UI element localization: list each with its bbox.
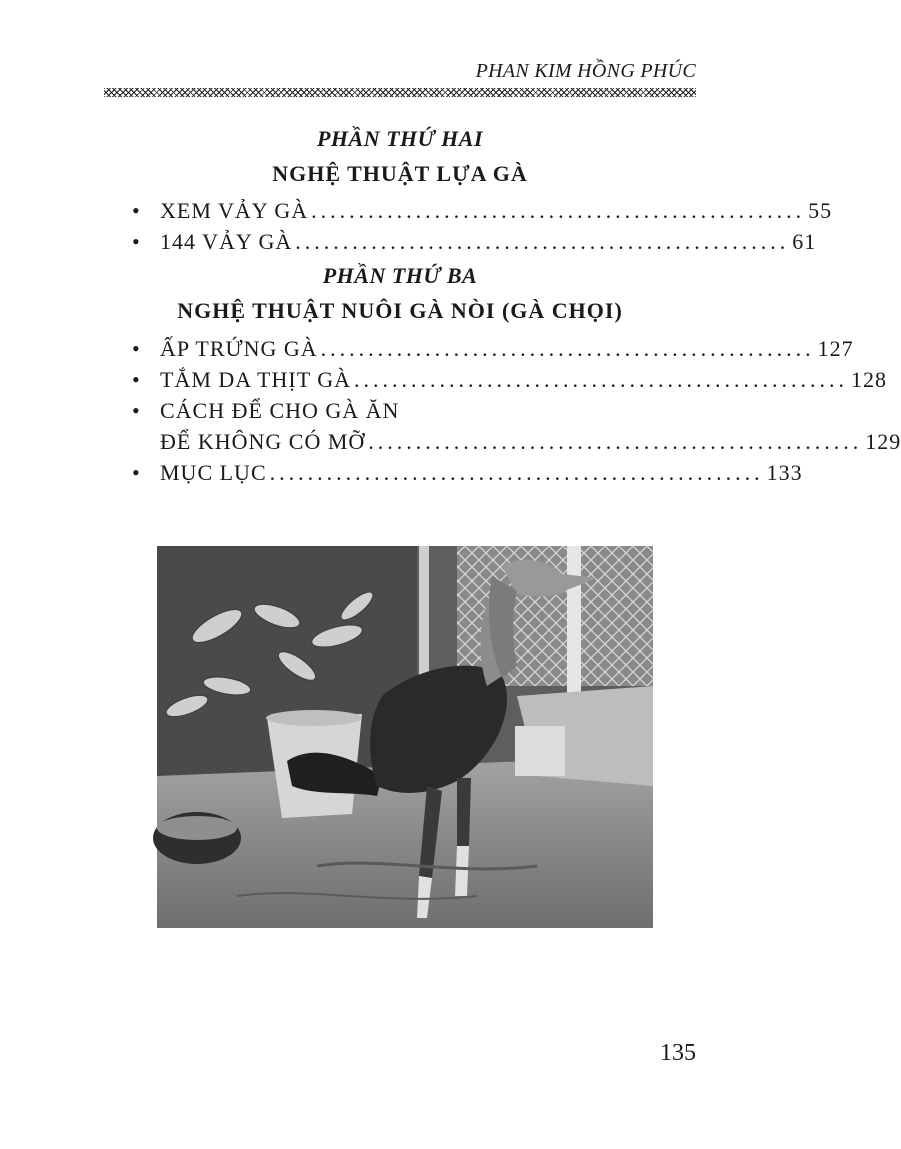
bullet: • (132, 398, 141, 423)
toc-entry-label: ẤP TRỨNG GÀ (160, 336, 318, 361)
toc-entry (132, 195, 833, 226)
toc-entry-label-line1: CÁCH ĐỂ CHO GÀ ĂN (160, 398, 400, 423)
toc-part-three (132, 333, 901, 488)
toc-entry-page: 127 (817, 336, 854, 361)
bullet: • (132, 229, 141, 254)
page-number: 135 (660, 1040, 696, 1066)
toc-entry-label: TẮM DA THỊT GÀ (160, 367, 352, 392)
toc-entry-page: 129 (865, 429, 901, 454)
bullet: • (132, 336, 141, 361)
toc-entry-page: 55 (808, 198, 833, 223)
toc-entry (132, 395, 901, 457)
bullet: • (132, 367, 141, 392)
part-three-heading: NGHỆ THUẬT NUÔI GÀ NÒI (GÀ CHỌI) (177, 298, 623, 323)
toc-entry-page: 61 (792, 229, 817, 254)
running-head: PHAN KIM HỒNG PHÚC (475, 60, 696, 82)
dot-leader: .................................................... (368, 429, 863, 454)
dot-leader: .................................................... (269, 460, 764, 485)
toc-entry (132, 226, 817, 257)
dot-leader: .................................................... (354, 367, 849, 392)
decorative-rule (104, 88, 696, 97)
bullet: • (132, 198, 141, 223)
toc-entry-page: 128 (851, 367, 888, 392)
bullet: • (132, 460, 141, 485)
dot-leader: .................................................... (311, 198, 806, 223)
toc-entry-label: MỤC LỤC (160, 460, 267, 485)
toc-entry-label: 144 VẢY GÀ (160, 229, 293, 254)
part-two-heading: NGHỆ THUẬT LỰA GÀ (272, 161, 528, 186)
toc-entry (132, 364, 888, 395)
photo-illustration (157, 546, 653, 928)
dot-leader: .................................................... (320, 336, 815, 361)
toc-entry-label-line2: ĐỂ KHÔNG CÓ MỠ (160, 429, 366, 454)
dot-leader: .................................................... (295, 229, 790, 254)
toc-entry-label: XEM VẢY GÀ (160, 198, 309, 223)
toc-part-two (132, 195, 833, 257)
part-three-title: PHẦN THỨ BA (322, 263, 478, 288)
part-two-title: PHẦN THỨ HAI (316, 126, 484, 151)
toc-entry (132, 457, 803, 488)
toc-entry-page: 133 (766, 460, 803, 485)
gamecock-photo (157, 546, 653, 928)
toc-entry (132, 333, 854, 364)
